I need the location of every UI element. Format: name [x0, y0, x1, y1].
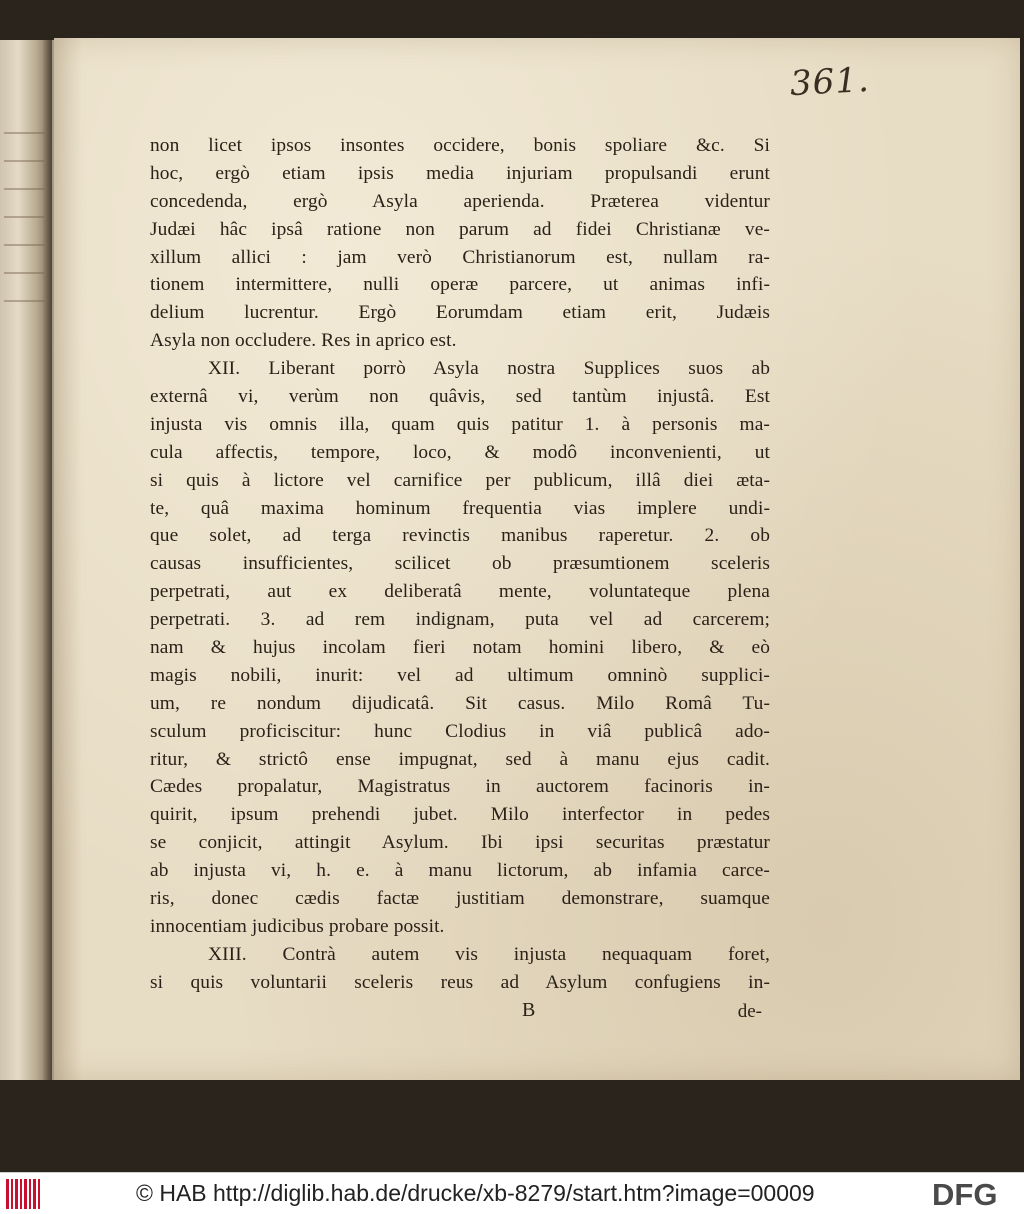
- page-footer-line: [150, 999, 770, 1027]
- text-line: causas insufficientes, scilicet ob præsumtionem sceleris: [150, 553, 770, 575]
- hab-barcode-icon: [6, 1179, 40, 1209]
- source-url-link[interactable]: © HAB http://diglib.hab.de/drucke/xb-8279/start.htm?image=00009: [136, 1180, 815, 1206]
- dfg-logo-text: DFG: [932, 1178, 998, 1209]
- text-line: quirit, ipsum prehendi jubet. Milo interfector in pedes: [150, 804, 770, 826]
- text-line: concedenda, ergò Asyla aperienda. Præterea videntur: [150, 190, 770, 212]
- text-line: perpetrati. 3. ad rem indignam, puta vel ad carcerem;: [150, 609, 770, 631]
- text-line: cula affectis, tempore, loco, & modô inconvenienti, ut: [150, 441, 770, 463]
- previous-page-edge: [0, 40, 54, 1080]
- paragraph-start-xii: XII. Liberant porrò Asyla nostra Supplices suos ab: [208, 358, 770, 380]
- text-line: sculum proficiscitur: hunc Clodius in viâ publicâ ado-: [150, 720, 770, 742]
- page-number: 361.: [789, 59, 871, 105]
- paragraph-start-xiii: XIII. Contrà autem vis injusta nequaquam foret,: [208, 943, 770, 965]
- signature-mark: B: [522, 998, 536, 1021]
- text-line: delium lucrentur. Ergò Eorumdam etiam erit, Judæis: [150, 302, 770, 324]
- text-line: magis nobili, inurit: vel ad ultimum omninò supplici-: [150, 664, 770, 686]
- text-line: innocentiam judicibus probare possit.: [150, 915, 445, 937]
- footer-bar: [0, 1172, 1024, 1214]
- book-page: [54, 38, 1020, 1080]
- text-line: hoc, ergò etiam ipsis media injuriam propulsandi erunt: [150, 162, 770, 184]
- text-line: ris, donec cædis factæ justitiam demonstrare, suamque: [150, 888, 770, 910]
- text-line: Cædes propalatur, Magistratus in auctorem facinoris in-: [150, 776, 770, 798]
- text-line: se conjicit, attingit Asylum. Ibi ipsi securitas præstatur: [150, 832, 770, 854]
- text-line: non licet ipsos insontes occidere, bonis spoliare &c. Si: [150, 135, 770, 156]
- text-line: perpetrati, aut ex deliberatâ mente, voluntateque plena: [150, 581, 770, 603]
- text-line: que solet, ad terga revinctis manibus raperetur. 2. ob: [150, 525, 770, 547]
- text-line: te, quâ maxima hominum frequentia vias implere undi-: [150, 497, 770, 519]
- text-line: ab injusta vi, h. e. à manu lictorum, ab infamia carce-: [150, 860, 770, 882]
- text-line: nam & hujus incolam fieri notam homini libero, & eò: [150, 637, 770, 659]
- text-line: Judæi hâc ipsâ ratione non parum ad fidei Christianæ ve-: [150, 218, 770, 240]
- catchword: de-: [737, 1000, 762, 1022]
- text-line: tionem intermittere, nulli operæ parcere, ut animas infi-: [150, 274, 770, 296]
- text-line: Asyla non occludere. Res in aprico est.: [150, 330, 457, 352]
- text-line: ritur, & strictô ense impugnat, sed à manu ejus cadit.: [150, 748, 770, 770]
- text-line: um, re nondum dijudicatâ. Sit casus. Milo Româ Tu-: [150, 692, 770, 714]
- dfg-logo: [932, 1178, 1018, 1209]
- page-text: [150, 132, 770, 1027]
- text-line: si quis à lictore vel carnifice per publicum, illâ diei æta-: [150, 469, 770, 491]
- text-line: externâ vi, verùm non quâvis, sed tantùm injustâ. Est: [150, 386, 770, 408]
- text-line: xillum allici : jam verò Christianorum est, nullam ra-: [150, 246, 770, 268]
- text-line: injusta vis omnis illa, quam quis patitur 1. à personis ma-: [150, 413, 770, 435]
- text-line: si quis voluntarii sceleris reus ad Asylum confugiens in-: [150, 971, 770, 993]
